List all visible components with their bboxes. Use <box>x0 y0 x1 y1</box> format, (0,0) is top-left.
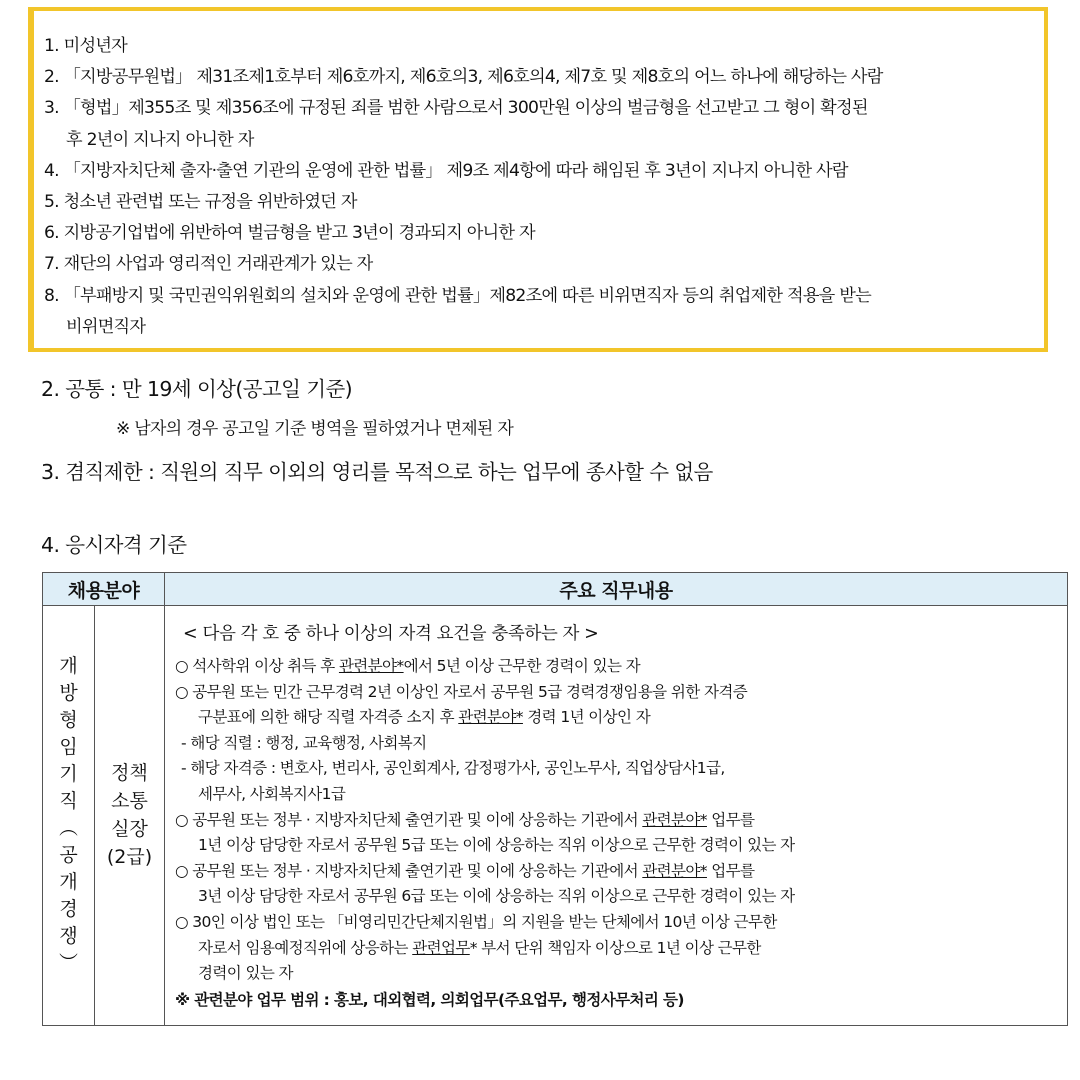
position-line: 정책 <box>111 762 148 785</box>
dual-job-restriction-heading: 3. 겸직제한 : 직원의 직무 이외의 영리를 목적으로 하는 업무에 종사할 수 없음 <box>41 460 713 484</box>
header-duties: 주요 직무내용 <box>165 573 1068 606</box>
disqualification-item-1: 1. 미성년자 <box>44 36 128 56</box>
requirement-line: ○ 공무원 또는 정부 · 지방자치단체 출연기관 및 이에 상응하는 기관에서 관련분야* 업무를 <box>175 810 755 829</box>
requirement-line: ○ 공무원 또는 정부 · 지방자치단체 출연기관 및 이에 상응하는 기관에서 관련분야* 업무를 <box>175 861 755 880</box>
disqualification-item-3-line2: 후 2년이 지나지 아니한 자 <box>66 129 254 150</box>
table-row <box>43 606 1068 1026</box>
disqualification-item-8-line2: 비위면직자 <box>66 316 146 337</box>
header-field: 채용분야 <box>43 573 165 606</box>
requirement-line: 경력이 있는 자 <box>198 964 293 983</box>
related-field-footnote: ※ 관련분야 업무 범위 : 홍보, 대외협력, 의회업무(주요업무, 행정사무처리 등) <box>175 990 684 1009</box>
category-char: 쟁 <box>59 925 78 948</box>
position-title <box>95 606 165 1026</box>
requirement-line: ○ 30인 이상 법인 또는 「비영리민간단체지원법」의 지원을 받는 단체에서 10년 이상 근무한 <box>175 912 777 931</box>
qualification-criteria-heading: 4. 응시자격 기준 <box>41 533 187 557</box>
requirement-line: - 해당 직렬 : 행정, 교육행정, 사회복지 <box>181 733 427 752</box>
position-line: 실장 <box>111 818 148 841</box>
disqualification-box <box>28 7 1048 352</box>
requirement-line: ○ 석사학위 이상 취득 후 관련분야*에서 5년 이상 근무한 경력이 있는 자 <box>175 657 641 675</box>
requirement-line: 구분표에 의한 해당 직렬 자격증 소지 후 관련분야* 경력 1년 이상인 자 <box>198 708 651 727</box>
requirements-intro: < 다음 각 호 중 하나 이상의 자격 요건을 충족하는 자 > <box>183 624 599 644</box>
requirement-line: ○ 공무원 또는 민간 근무경력 2년 이상인 자로서 공무원 5급 경력경쟁임용을 위한 자격증 <box>175 682 748 701</box>
qualification-table <box>42 572 1068 1026</box>
category-char: 형 <box>59 709 78 732</box>
position-grade: (2급) <box>106 846 153 869</box>
disqualification-item-3-line1: 3. 「형법」제355조 및 제356조에 규정된 죄를 범한 사람으로서 300만원 이상의 벌금형을 선고받고 그 형이 확정된 <box>44 98 868 119</box>
disqualification-item-8 <box>44 281 1044 343</box>
category-char: 공 <box>59 844 78 867</box>
disqualification-item-3 <box>44 93 1044 155</box>
category-char: ︵ <box>58 817 78 840</box>
duties-content <box>165 606 1068 1026</box>
requirement-line: 1년 이상 담당한 자로서 공무원 5급 또는 이에 상응하는 직위 이상으로 근무한 경력이 있는 자 <box>198 836 795 855</box>
category-char: 임 <box>59 736 78 759</box>
category-char: 경 <box>59 898 78 921</box>
category-char: 개 <box>59 655 78 678</box>
disqualification-item-8-line1: 8. 「부패방지 및 국민권익위원회의 설치와 운영에 관한 법률」제82조에 따른 비위면직자 등의 취업제한 적용을 받는 <box>44 285 871 306</box>
employment-category <box>43 606 95 1026</box>
requirement-line: 세무사, 사회복지사1급 <box>198 784 346 803</box>
category-char: ︶ <box>58 952 78 975</box>
military-service-note: ※ 남자의 경우 공고일 기준 병역을 필하였거나 면제된 자 <box>116 419 514 439</box>
disqualification-item-6: 6. 지방공기업법에 위반하여 벌금형을 받고 3년이 경과되지 아니한 자 <box>44 223 535 244</box>
disqualification-item-4: 4. 「지방자치단체 출자·출연 기관의 운영에 관한 법률」 제9조 제4항에 따라 해임된 후 3년이 지나지 아니한 사람 <box>44 160 848 181</box>
disqualification-item-2: 2. 「지방공무원법」 제31조제1호부터 제6호까지, 제6호의3, 제6호의4, 제7호 및 제8호의 어느 하나에 해당하는 사람 <box>44 67 883 88</box>
common-requirement-heading: 2. 공통 : 만 19세 이상(공고일 기준) <box>41 377 353 401</box>
category-char: 개 <box>59 871 78 894</box>
table-header-row <box>43 573 1068 606</box>
category-char: 기 <box>59 763 78 786</box>
requirement-line: 자로서 임용예정직위에 상응하는 관련업무* 부서 단위 책임자 이상으로 1년 이상 근무한 <box>198 938 761 957</box>
disqualification-item-5: 5. 청소년 관련법 또는 규정을 위반하였던 자 <box>44 192 357 213</box>
position-line: 소통 <box>111 790 148 813</box>
requirement-line: 3년 이상 담당한 자로서 공무원 6급 또는 이에 상응하는 직위 이상으로 근무한 경력이 있는 자 <box>198 887 795 906</box>
disqualification-list <box>44 31 1044 343</box>
requirement-line: - 해당 자격증 : 변호사, 변리사, 공인회계사, 감정평가사, 공인노무사, 직업상담사1급, <box>181 759 725 778</box>
disqualification-item-7: 7. 재단의 사업과 영리적인 거래관계가 있는 자 <box>44 254 373 275</box>
category-char: 직 <box>59 790 78 813</box>
category-char: 방 <box>59 682 78 705</box>
